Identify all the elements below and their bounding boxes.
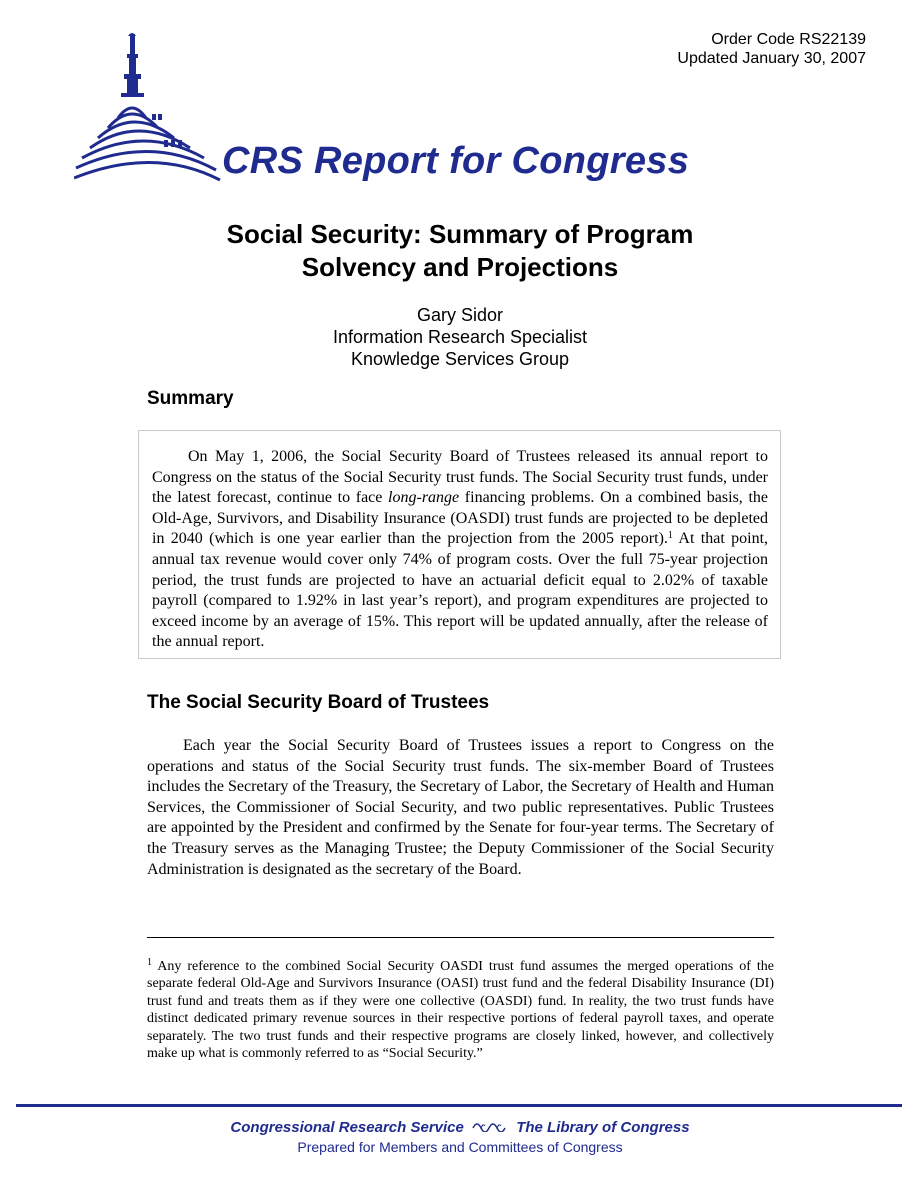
summary-paragraph [152,447,768,653]
vine-ornament-icon [472,1120,508,1132]
footnote-divider [147,937,774,938]
summary-text-1: On May 1, 2006, the Social Security Board of Trustees released its annual report to Congress on the status of the Social Security trust funds. The Social Security trust funds, under the latest forecast, continue to face [152,448,768,507]
title-line-2: Solvency and Projections [301,252,619,282]
masthead-title: CRS Report for Congress [222,140,690,182]
footnote-text: Any reference to the combined Social Security OASDI trust fund assumes the merged operations of the separate federal Old-Age and Survivors Insurance (OASI) trust fund and the federal Disability Insurance (DI) trust fund and treats them as if they were one collective (OASDI) fund. In reality, the two trust funds have distinct dedicated primary revenue sources in their respective portions of federal payroll taxes, and operate separately. The two trust funds and their respective programs are closely linked, however, and collectively make up what is commonly referred to as “Social Security.” [147,959,774,1062]
summary-box [138,430,781,659]
summary-heading: Summary [147,388,234,409]
summary-italic-term: long-range [388,489,460,507]
footer-library: The Library of Congress [516,1119,690,1136]
author-group: Knowledge Services Group [350,349,570,369]
capitol-dome-icon [74,28,224,188]
footer-crs: Congressional Research Service [230,1119,464,1136]
page-title [0,218,920,284]
title-line-1: Social Security: Summary of Program [226,219,694,249]
footer-organization-line [0,1119,920,1136]
order-code: Order Code RS22139 [711,31,866,48]
section-heading-trustees: The Social Security Board of Trustees [147,692,490,713]
footnote-number: 1 [147,957,152,968]
author-block [0,304,920,370]
summary-text-3: At that point, annual tax revenue would cover only 74% of program costs. Over the full 75-year projection period, the trust funds are projected to have an actuarial deficit equal to 2.02% of taxable payroll (compared to 1.92% in last year’s report), and program expenditures are projected to exceed income by an average of 15%. This report will be updated annually, after the release of the annual report. [152,530,769,651]
trustees-section-body [147,736,774,880]
footnote [147,958,774,1062]
author-title: Information Research Specialist [332,327,588,347]
updated-date: Updated January 30, 2007 [677,50,866,67]
footer-divider [16,1104,902,1107]
footer-prepared-for: Prepared for Members and Committees of Congress [297,1139,623,1155]
trustees-paragraph: Each year the Social Security Board of Trustees issues a report to Congress on the operations and status of the Social Security trust funds. The six-member Board of Trustees includes the Secretary of the Treasury, the Secretary of Labor, the Secretary of Health and Human Services, the Commissioner of Social Security, and two public representatives. Public Trustees are appointed by the President and confirmed by the Senate for four-year terms. The Secretary of the Treasury serves as the Managing Trustee; the Deputy Commissioner of the Social Security Administration is designated as the secretary of the Board. [147,737,774,878]
order-code-block [677,30,866,68]
author-name: Gary Sidor [416,305,504,325]
summary-text-2: financing problems. On a combined basis, the Old-Age, Survivors, and Disability Insurance (OASDI) trust funds are projected to be depleted in 2040 (which is one year earlier than the projection from the 2005 report). [152,489,768,548]
footnote-reference[interactable]: 1 [667,530,673,542]
